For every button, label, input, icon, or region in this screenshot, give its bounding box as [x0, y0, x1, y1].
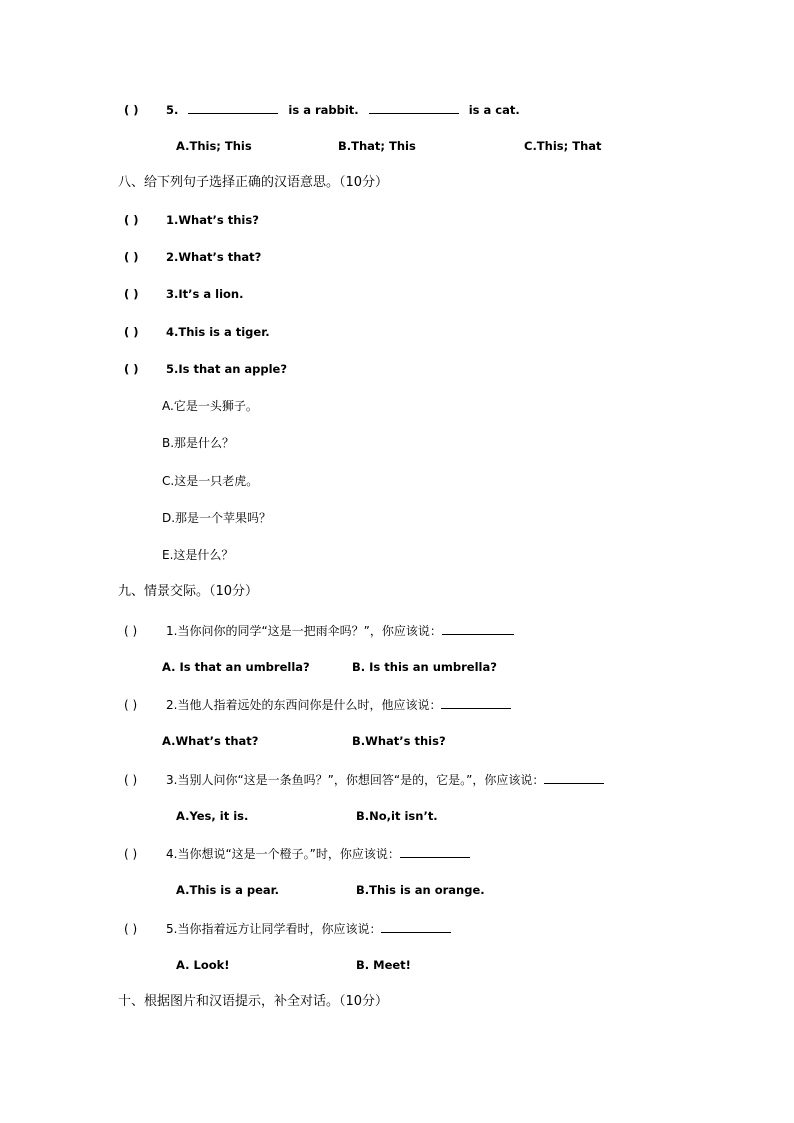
answer-paren[interactable]: ( ) [124, 698, 138, 712]
question-text: 5.当你指着远方让同学看时，你应该说： [166, 922, 382, 936]
section-heading: 八、给下列句子选择正确的汉语意思。（10分） [118, 175, 389, 190]
question-text: 1.当你问你的同学“这是一把雨伞吗？”，你应该说： [166, 624, 442, 638]
answer-blank[interactable] [544, 771, 604, 784]
question-row [124, 361, 287, 377]
question-text: 3.当别人问你“这是一条鱼吗？”，你想回答“是的，它是。”，你应该说： [166, 773, 545, 787]
option-a: A.This; This [176, 139, 252, 153]
answer-blank[interactable] [369, 101, 459, 114]
answer-blank[interactable] [441, 696, 511, 709]
option-b: B.No,it isn’t. [356, 809, 438, 823]
answer-paren: ( ) [124, 103, 139, 117]
question-text: 4.当你想说“这是一个橙子。”时，你应该说： [166, 847, 400, 861]
option-c: C.这是一只老虎。 [162, 474, 259, 488]
option-b: B.That; This [338, 139, 416, 153]
question-row [124, 622, 514, 639]
option-b: B. Is this an umbrella? [352, 660, 497, 674]
question-text: 2.当他人指着远处的东西问你是什么时，他应该说： [166, 698, 442, 712]
question-text: is a cat. [468, 103, 520, 117]
section-heading: 十、根据图片和汉语提示，补全对话。（10分） [118, 994, 389, 1009]
option-b: B. Meet! [356, 958, 411, 972]
question-row [124, 249, 261, 265]
answer-paren[interactable]: ( ) [124, 213, 139, 227]
question-number: 5. [166, 103, 179, 117]
question-text: 3.It’s a lion. [166, 287, 244, 301]
answer-paren[interactable]: ( ) [124, 287, 139, 301]
option-a: A. Look! [176, 958, 230, 972]
option-a: A. Is that an umbrella? [162, 660, 310, 674]
question-row [124, 696, 511, 713]
answer-paren[interactable]: ( ) [124, 847, 138, 861]
option-c: C.This; That [524, 139, 602, 153]
answer-paren[interactable]: ( ) [124, 325, 139, 339]
answer-paren[interactable]: ( ) [124, 922, 138, 936]
question-row [124, 324, 270, 340]
answer-blank[interactable] [442, 622, 514, 635]
answer-paren[interactable]: ( ) [124, 250, 139, 264]
section-heading: 九、情景交际。（10分） [118, 584, 259, 599]
question-row [124, 771, 604, 788]
question-text: 1.What’s this? [166, 213, 259, 227]
question-row [124, 845, 470, 862]
question-text: is a rabbit. [288, 103, 359, 117]
option-a: A.Yes, it is. [176, 809, 249, 823]
question-row [124, 101, 520, 118]
answer-blank[interactable] [188, 101, 278, 114]
question-row [124, 212, 259, 228]
option-b: B.This is an orange. [356, 883, 485, 897]
question-text: 4.This is a tiger. [166, 325, 270, 339]
question-text: 5.Is that an apple? [166, 362, 288, 376]
option-b: B.那是什么？ [162, 436, 235, 450]
answer-paren[interactable]: ( ) [124, 773, 138, 787]
option-a: A.This is a pear. [176, 883, 280, 897]
answer-paren[interactable]: ( ) [124, 362, 139, 376]
question-text: 2.What’s that? [166, 250, 262, 264]
option-d: D.那是一个苹果吗？ [162, 511, 272, 525]
question-row [124, 920, 451, 937]
option-a: A.它是一头狮子。 [162, 399, 258, 413]
option-e: E.这是什么？ [162, 548, 234, 562]
answer-paren[interactable]: ( ) [124, 624, 138, 638]
answer-blank[interactable] [400, 845, 470, 858]
answer-blank[interactable] [381, 920, 451, 933]
option-b: B.What’s this? [352, 734, 446, 748]
option-a: A.What’s that? [162, 734, 259, 748]
question-row [124, 286, 243, 302]
